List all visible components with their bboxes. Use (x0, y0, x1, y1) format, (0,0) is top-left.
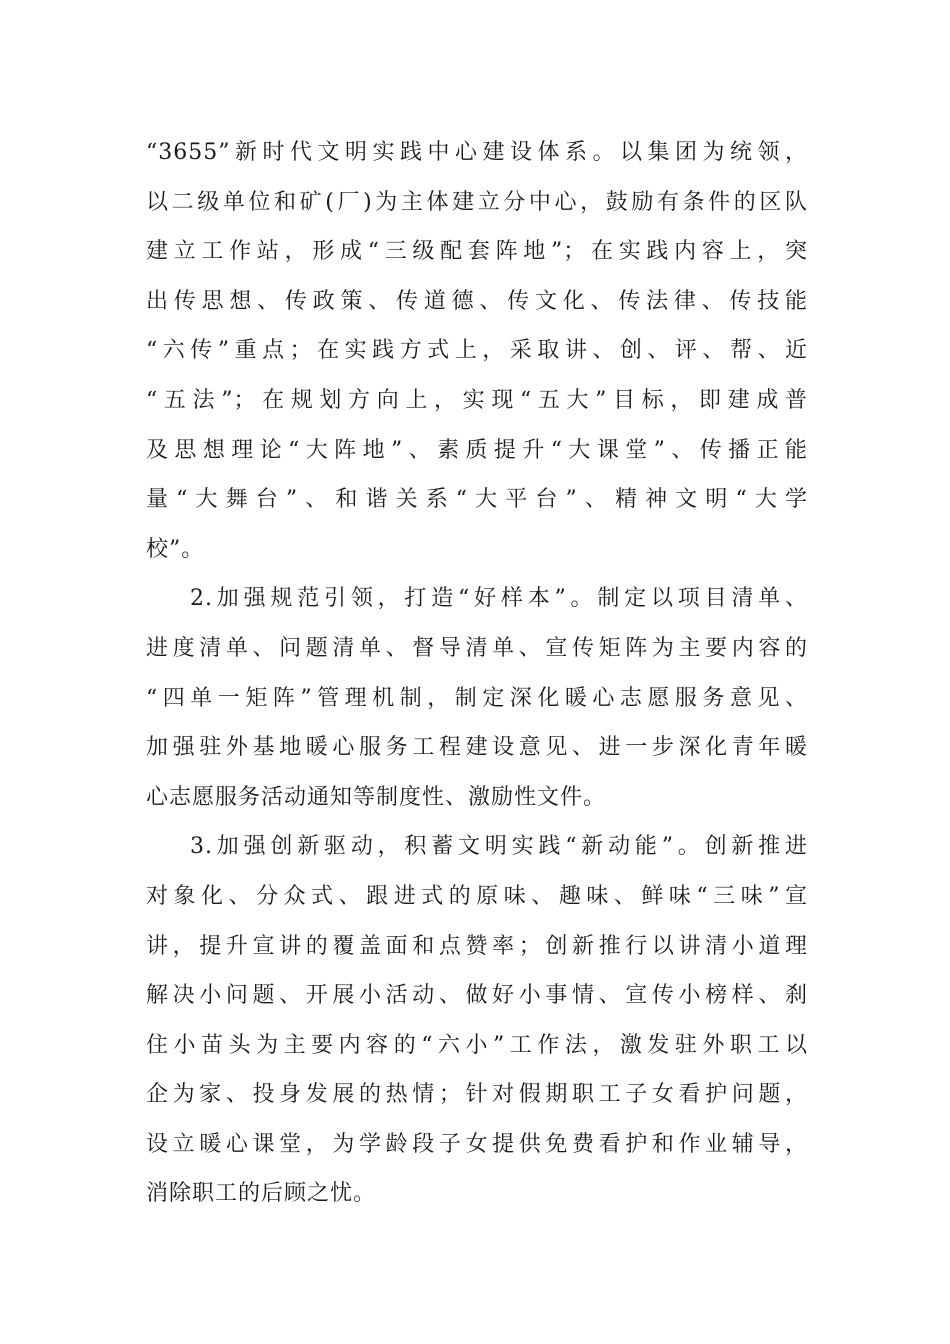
document-body (146, 128, 808, 1219)
text-line: 量“大舞台”、和谐关系“大平台”、精神文明“大学 (146, 487, 808, 513)
text-line: 加强驻外基地暖心服务工程建设意见、进一步深化青年暖 (146, 735, 808, 761)
text-line: 住小苗头为主要内容的“六小”工作法，激发驻外职工以 (146, 1032, 808, 1058)
text-line: “五法”；在规划方向上，实现“五大”目标，即建成普 (146, 387, 808, 413)
text-line: 校”。 (146, 536, 205, 562)
paragraph-3655-system (146, 128, 808, 574)
text-line: 企为家、投身发展的热情；针对假期职工子女看护问题， (146, 1082, 808, 1108)
text-line: 及思想理论“大阵地”、素质提升“大课堂”、传播正能 (146, 437, 808, 463)
text-line: “六传”重点；在实践方式上，采取讲、创、评、帮、近 (146, 338, 808, 364)
text-line: “3655”新时代文明实践中心建设体系。以集团为统领， (146, 140, 808, 165)
text-line: 以二级单位和矿(厂)为主体建立分中心，鼓励有条件的区队 (146, 189, 808, 215)
text-line: 解决小问题、开展小活动、做好小事情、宣传小榜样、刹 (146, 983, 808, 1009)
text-line: 建立工作站，形成“三级配套阵地”；在实践内容上，突 (146, 239, 808, 265)
text-line: 出传思想、传政策、传道德、传文化、传法律、传技能 (146, 288, 808, 314)
text-line: 心志愿服务活动通知等制度性、激励性文件。 (146, 784, 607, 810)
text-line: “四单一矩阵”管理机制，制定深化暖心志愿服务意见、 (146, 685, 808, 711)
text-line: 对象化、分众式、跟进式的原味、趣味、鲜味“三味”宣 (146, 883, 808, 909)
text-line: 讲，提升宣讲的覆盖面和点赞率；创新推行以讲清小道理 (146, 933, 808, 959)
paragraph-standard-guidance (146, 574, 808, 822)
paragraph-innovation-drive (146, 822, 808, 1219)
text-line: 2.加强规范引领，打造“好样本”。制定以项目清单、 (190, 586, 808, 612)
text-line: 进度清单、问题清单、督导清单、宣传矩阵为主要内容的 (146, 635, 808, 661)
text-line: 设立暖心课堂，为学龄段子女提供免费看护和作业辅导， (146, 1131, 808, 1157)
text-line: 3.加强创新驱动，积蓄文明实践“新动能”。创新推进 (190, 834, 808, 860)
text-line: 消除职工的后顾之忧。 (146, 1181, 377, 1207)
